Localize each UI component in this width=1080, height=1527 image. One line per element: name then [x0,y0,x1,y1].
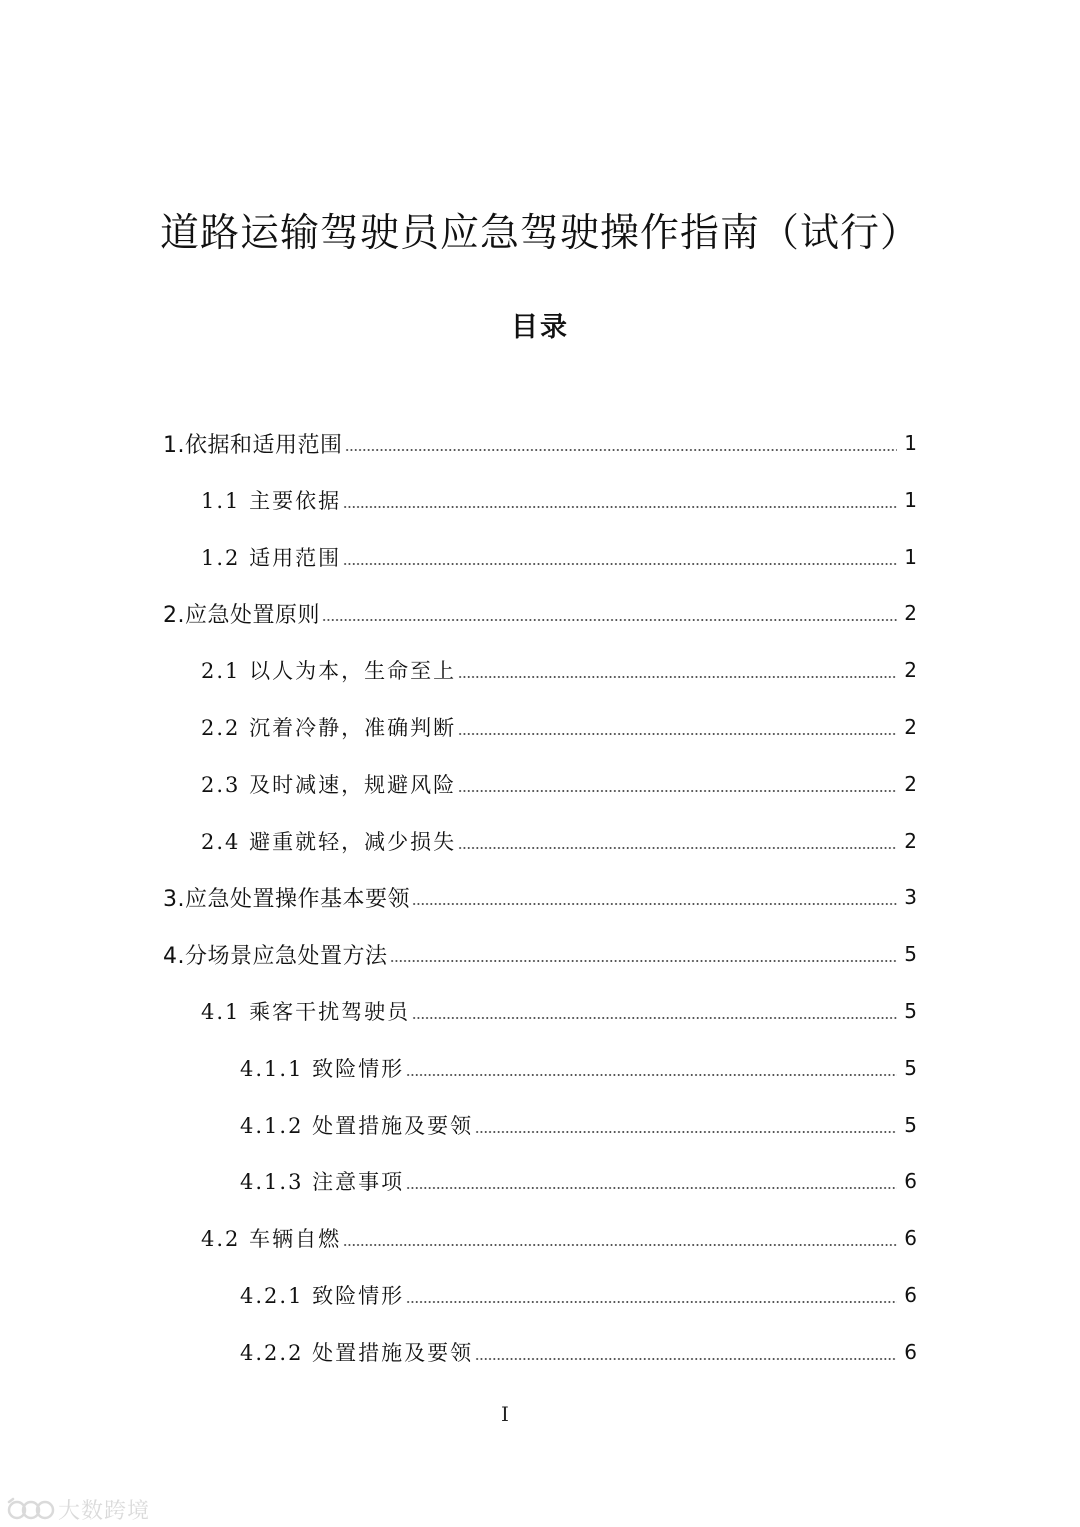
toc-entry[interactable] [163,415,917,471]
toc-entry-title: 2.应急处置原则 [163,602,320,628]
toc-entry-title: 4.1.2 处置措施及要领 [240,1113,474,1138]
toc-entry[interactable] [201,699,917,755]
toc-entry-page: 6 [904,1169,917,1194]
toc-entry-page: 5 [904,999,917,1023]
toc-entry-title: 4.1 乘客干扰驾驶员 [201,1000,411,1024]
page-number: I [501,1402,509,1426]
toc-dot-leader [458,675,897,679]
toc-entry[interactable] [240,1267,917,1323]
toc-entry[interactable] [201,642,917,698]
toc-dot-leader [343,505,897,509]
toc-entry[interactable] [240,1324,917,1380]
toc-entry-page: 6 [904,1339,917,1364]
toc-entry-page: 2 [904,658,917,683]
toc-dot-leader [406,1300,897,1304]
watermark-text: 大数跨境 [58,1499,151,1524]
toc-entry-title: 2.4 避重就轻，减少损失 [201,829,457,854]
toc-entry[interactable] [201,813,917,869]
toc-entry-page: 1 [904,431,917,455]
toc-entry-page: 2 [904,601,917,626]
toc-dot-leader [458,789,897,793]
toc-entry[interactable] [201,472,917,528]
toc-entry-title: 2.2 沉着冷静，准确判断 [201,716,457,740]
toc-dot-leader [343,562,897,566]
toc-dot-leader [406,1186,897,1190]
toc-entry[interactable] [201,1210,917,1266]
toc-entry[interactable] [163,926,917,982]
toc-entry-title: 4.1.1 致险情形 [240,1056,405,1081]
toc-entry[interactable] [163,869,917,925]
toc-entry[interactable] [240,1040,917,1096]
toc-entry-title: 3.应急处置操作基本要领 [163,886,410,912]
toc-heading: 目录 [511,312,569,343]
toc-entry-title: 4.分场景应急处置方法 [163,943,388,969]
toc-entry-title: 1.1 主要依据 [201,488,342,513]
toc-entry-title: 4.2.2 处置措施及要领 [240,1340,474,1365]
toc-entry-title: 1.依据和适用范围 [163,432,343,458]
toc-entry[interactable] [201,756,917,812]
toc-entry-page: 2 [904,828,917,853]
toc-dot-leader [390,959,898,963]
toc-entry-title: 2.3 及时减速，规避风险 [201,772,457,797]
toc-entry[interactable] [201,983,917,1039]
toc-entry-page: 6 [904,1283,917,1307]
toc-entry-page: 3 [904,885,917,910]
toc-dot-leader [458,732,897,736]
toc-entry-page: 5 [904,942,917,967]
toc-dot-leader [322,618,897,622]
toc-entry-page: 5 [904,1055,917,1080]
document-title: 道路运输驾驶员应急驾驶操作指南（试行） [159,211,920,256]
toc-entry-title: 4.1.3 注意事项 [240,1170,405,1195]
toc-entry-page: 5 [904,1112,917,1137]
toc-entry-title: 4.2 车辆自燃 [201,1227,342,1252]
toc-entry-page: 1 [904,487,917,512]
brand-logo-icon [6,1497,56,1523]
toc-entry-title: 1.2 适用范围 [201,545,342,570]
toc-entry[interactable] [201,529,917,585]
toc-entry-title: 4.2.1 致险情形 [240,1284,405,1308]
toc-entry-page: 1 [904,544,917,569]
toc-entry-title: 2.1 以人为本，生命至上 [201,659,457,684]
toc-entry[interactable] [240,1097,917,1153]
toc-dot-leader [406,1073,897,1077]
toc-dot-leader [412,902,897,906]
toc-entry[interactable] [240,1153,917,1209]
toc-dot-leader [458,846,897,850]
toc-dot-leader [345,448,898,452]
toc-entry[interactable] [163,585,917,641]
watermark [6,1494,150,1525]
toc-entry-page: 2 [904,771,917,796]
toc-entry-page: 2 [904,715,917,739]
toc-dot-leader [343,1243,897,1247]
toc-dot-leader [475,1130,897,1134]
toc-entry-page: 6 [904,1226,917,1251]
toc-dot-leader [412,1016,897,1020]
toc-dot-leader [475,1357,897,1361]
